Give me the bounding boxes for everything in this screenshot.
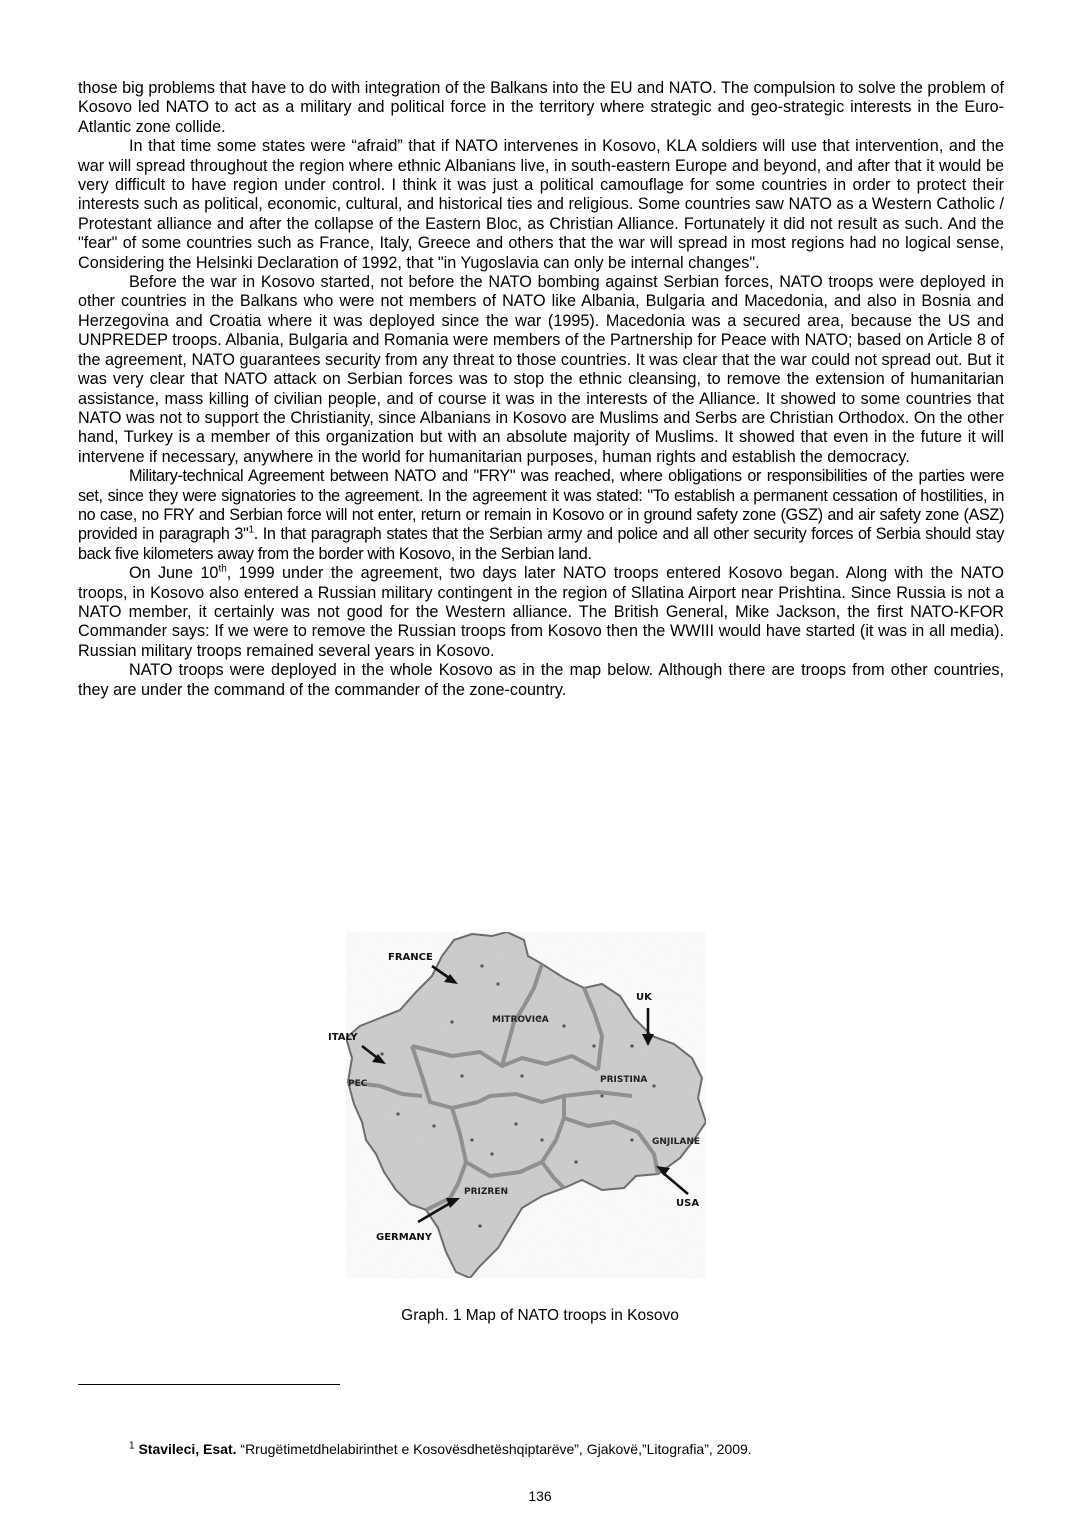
region-label-prizren: PRIZREN (464, 1187, 509, 1197)
footnote-number: 1 (129, 1440, 135, 1452)
kosovo-outline (346, 932, 706, 1278)
map-label-usa: USA (676, 1198, 700, 1209)
map-label-italy: ITALY (328, 1032, 358, 1043)
arrow-usa-icon (662, 1172, 688, 1194)
region-label-pec: PEC (348, 1079, 368, 1089)
footnote-ref: 1 (248, 524, 254, 536)
paragraph-before-war: Before the war in Kosovo started, not before the NATO bombing against Serbian forces, NATO troops were deployed in other countries in the Balkans who were not members of NATO like Albania, Bulgaria and Macedonia, and also in Bosnia and Herzegovina and Croatia where it was deployed since the war (1995). Macedonia was a secured area, because the US and UNPREDEP troops. Albania, Bulgaria and Romania were members of the Partnership for Peace with NATO; based on Article 8 of the agreement, NATO guarantees security from any threat to those countries. It was clear that the war could not spread out. But it was very clear that NATO attack on Serbian forces was to stop the ethnic cleansing, to remove the extension of humanitarian assistance, mass killing of civilian people, and of course it was in the interests of the Alliance. It showed to some countries that NATO was not to support the Christianity, since Albanians in Kosovo are Muslims and Serbs are Christian Orthodox. On the other hand, Turkey is a member of this organization but with an absolute majority of Muslims. It showed that even in the future it will intervene if necessary, anywhere in the world for humanitarian purposes, human rights and establish the democracy. (78, 273, 1004, 466)
page-number: 136 (528, 1488, 552, 1504)
paragraph-deployment: NATO troops were deployed in the whole Kosovo as in the map below. Although there are troops from other countries, they are under the command of the commander of the zone-country. (78, 661, 1004, 699)
region-label-gnjilane: GNJILANE (652, 1137, 700, 1147)
ordinal-suffix: th (218, 563, 227, 575)
agreement-text: Military-technical Agreement between NATO and "FRY" was reached, where obligations or responsibilities of the parties were set, since they were signatories to the agreement. In the agreement it was stated: "To establish a permanent cessation of hostilities, in no case, no FRY and Serbian force will not enter, return or remain in Kosovo or in ground safety zone (GSZ) and air safety zone (ASZ) provided in paragraph 3" (78, 467, 1004, 544)
map-label-france: FRANCE (388, 952, 433, 963)
agreement-text-continued: . In that paragraph states that the Serbian army and police and all other security forces of Serbia should stay back five kilometers away from the border with Kosovo, in the Serbian land. (78, 525, 1004, 563)
footnote-author: Stavileci, Esat. (138, 1441, 237, 1457)
region-label-mitrovica: MITROVICA (492, 1015, 549, 1025)
kosovo-map (302, 926, 730, 1286)
footnote (129, 1441, 752, 1457)
paragraph-fear: In that time some states were “afraid” that if NATO intervenes in Kosovo, KLA soldiers will use that intervention, and the war will spread throughout the region where ethnic Albanians live, in south-eastern Europe and beyond, and after that it would be very difficult to have region under control. I think it was just a political camouflage for some countries in order to protect their interests such as political, economic, cultural, and historical ties and religious. Some countries saw NATO as a Western Catholic / Protestant alliance and after the collapse of the Eastern Bloc, as Christian Alliance. Fortunately it did not result as such. And the "fear" of some countries such as France, Italy, Greece and others that the war will spread in most regions had no logical sense, Considering the Helsinki Declaration of 1992, that "in Yugoslavia can only be internal changes". (78, 137, 1004, 272)
document-body (78, 79, 1004, 700)
june-text: On June 10 (129, 564, 219, 583)
figure-caption: Graph. 1 Map of NATO troops in Kosovo (401, 1307, 679, 1324)
footnote-divider (78, 1384, 340, 1385)
paragraph-intro: those big problems that have to do with integration of the Balkans into the EU and NATO. The compulsion to solve the problem of Kosovo led NATO to act as a military and political force in the territory where strategic and geo-strategic interests in the Euro- Atlantic zone collide. (78, 79, 1004, 136)
footnote-text: “Rrugëtimetdhelabirinthet e Kosovësdhetëshqiptarëve”, Gjakovë,”Litografia”, 2009. (236, 1441, 752, 1457)
paragraph-agreement (78, 467, 1004, 564)
kosovo-map-figure (302, 926, 730, 1286)
map-label-uk: UK (636, 992, 652, 1003)
paragraph-june (78, 564, 1004, 661)
region-label-pristina: PRISTINA (600, 1075, 648, 1085)
june-text-continued: , 1999 under the agreement, two days later NATO troops entered Kosovo began. Along with the NATO troops, in Kosovo also entered a Russian military contingent in the region of Sllatina Airport near Prishtina. Since Russia is not a NATO member, it certainly was not good for the Western alliance. The British General, Mike Jackson, the first NATO-KFOR Commander says: If we were to remove the Russian troops from Kosovo then the WWIII would have started (it was in all media). Russian military troops remained several years in Kosovo. (78, 564, 1005, 660)
map-label-germany: GERMANY (376, 1232, 433, 1243)
